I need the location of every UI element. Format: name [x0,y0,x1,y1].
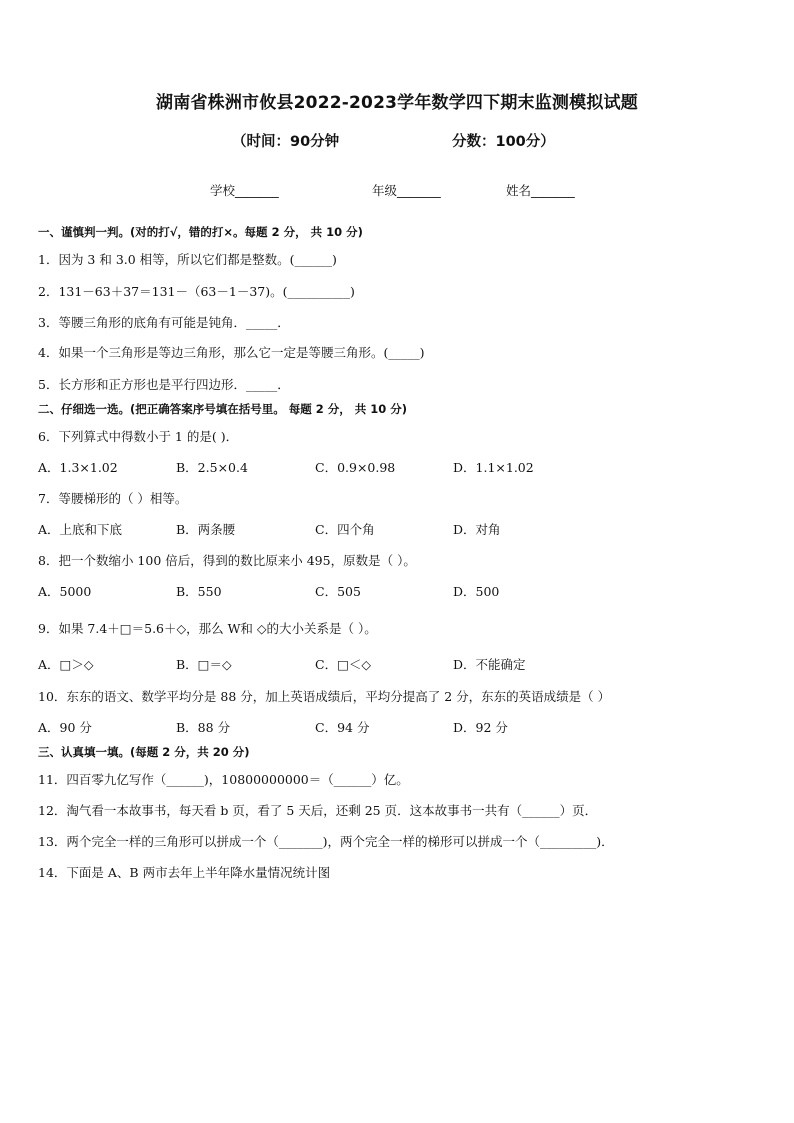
question-8: 8．把一个数缩小 100 倍后，得到的数比原来小 495，原数是（ ）。 [38,553,416,568]
question-12: 12．淘气看一本故事书，每天看 b 页，看了 5 天后，还剩 25 页．这本故事书一共有（______）页． [38,803,598,818]
q7-option-c: C．四个角 [315,522,375,537]
question-4: 4．如果一个三角形是等边三角形，那么它一定是等腰三角形。(_____) [38,345,425,360]
q8-option-a: A．5000 [38,584,92,599]
q9-option-b: B．□＝◇ [176,657,232,672]
question-2: 2．131－63＋37＝131－（63－1－37)。(__________) [38,284,355,299]
exam-score: 分数：100分） [452,134,555,150]
q8-option-b: B．550 [176,584,222,599]
q6-option-d: D．1.1×1.02 [453,460,534,475]
q6-option-c: C．0.9×0.98 [315,460,396,475]
exam-title: 湖南省株洲市攸县2022-2023学年数学四下期末监测模拟试题 [156,93,638,113]
q9-option-a: A．□＞◇ [38,657,94,672]
q10-option-b: B．88 分 [176,720,231,735]
section-2-heading: 二、仔细选一选。(把正确答案序号填在括号里。 每题 2 分， 共 10 分) [38,402,408,416]
question-9: 9．如果 7.4＋□＝5.6＋◇，那么 W和 ◇的大小关系是（ ）。 [38,621,377,636]
q10-option-c: C．94 分 [315,720,370,735]
q9-option-d: D．不能确定 [453,657,526,672]
q8-option-d: D．500 [453,584,500,599]
q8-option-c: C．505 [315,584,361,599]
question-7: 7．等腰梯形的（ ）相等。 [38,491,188,506]
q10-option-a: A．90 分 [38,720,92,735]
q7-option-d: D．对角 [453,522,501,537]
school-field: 学校_______ [210,183,279,198]
question-1: 1．因为 3 和 3.0 相等，所以它们都是整数。(______) [38,252,337,267]
grade-field: 年级_______ [372,183,441,198]
q7-option-a: A．上底和下底 [38,522,123,537]
question-5: 5．长方形和正方形也是平行四边形．_____． [38,377,290,392]
name-field: 姓名_______ [506,183,575,198]
question-6: 6．下列算式中得数小于 1 的是( )． [38,429,239,444]
q6-option-b: B．2.5×0.4 [176,460,248,475]
q7-option-b: B．两条腰 [176,522,236,537]
question-11: 11．四百零九亿写作（______)，10800000000＝（______）亿。 [38,772,409,787]
q9-option-c: C．□＜◇ [315,657,371,672]
section-3-heading: 三、认真填一填。(每题 2 分，共 20 分) [38,745,250,759]
exam-time: （时间：90分钟 [232,134,340,150]
question-13: 13．两个完全一样的三角形可以拼成一个（_______)，两个完全一样的梯形可以拼成一个（_________)． [38,834,614,849]
question-3: 3．等腰三角形的底角有可能是钝角．_____． [38,315,290,330]
question-10: 10．东东的语文、数学平均分是 88 分，加上英语成绩后，平均分提高了 2 分，东东的英语成绩是（ ） [38,689,611,704]
question-14: 14．下面是 A、B 两市去年上半年降水量情况统计图 [38,865,331,880]
q6-option-a: A．1.3×1.02 [38,460,118,475]
section-1-heading: 一、谨慎判一判。(对的打√，错的打×。每题 2 分， 共 10 分) [38,225,363,239]
q10-option-d: D．92 分 [453,720,508,735]
